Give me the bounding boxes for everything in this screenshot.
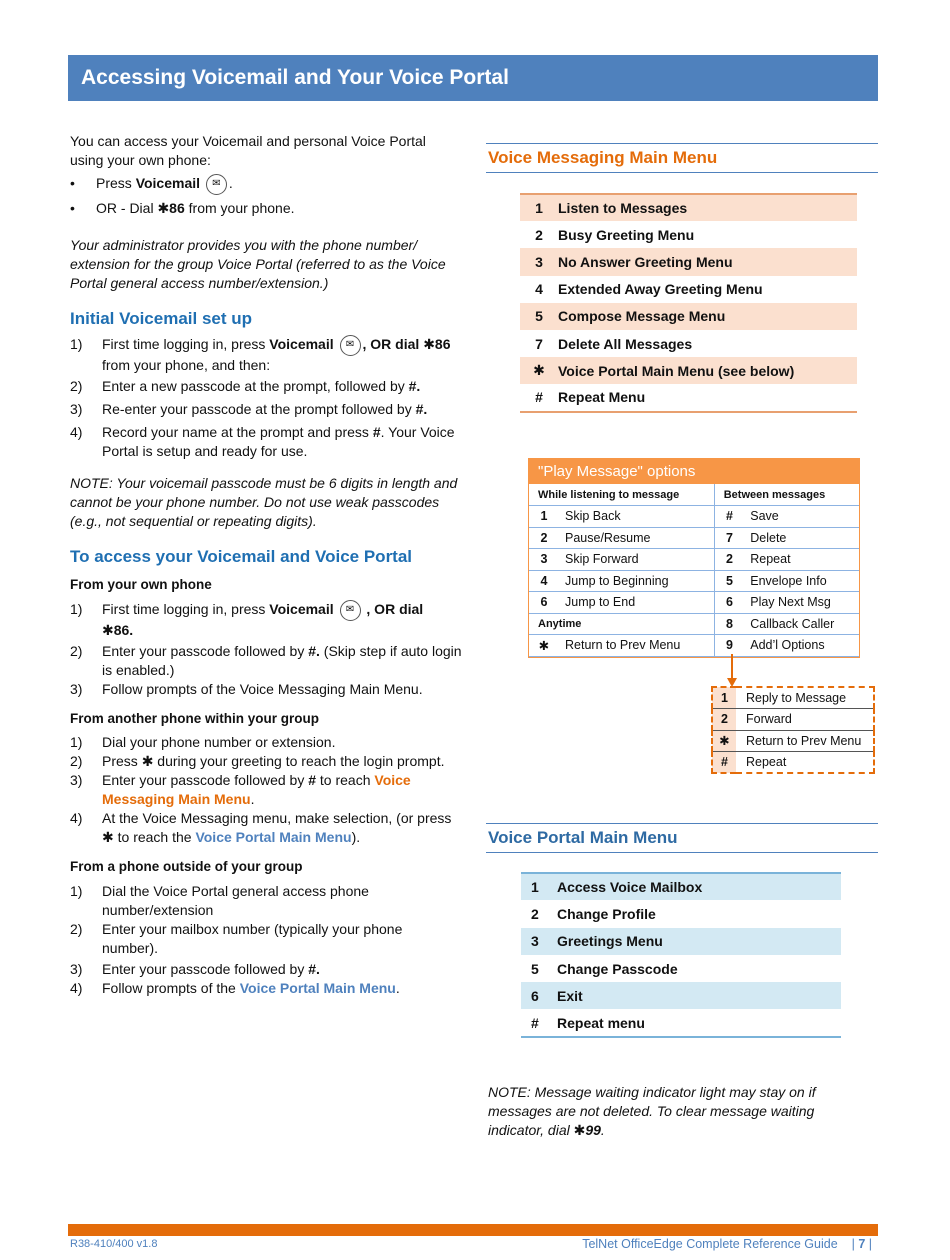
play-key: 6	[714, 592, 744, 614]
own-step-2	[70, 642, 462, 680]
addl-options-table	[711, 686, 875, 774]
passcode-note: NOTE: Your voicemail passcode must be 6 digits in length and cannot be your phone number. Do not use weak passcodes (e.g., not sequential or repeating digits).	[70, 475, 458, 529]
play-key: 2	[714, 549, 744, 571]
voicemail-icon: ✉	[206, 174, 227, 195]
dial-code: #.	[308, 961, 320, 977]
step-number: 3)	[70, 401, 83, 417]
step-number: 2)	[70, 921, 83, 937]
group-phone-heading: From another phone within your group	[70, 711, 319, 726]
dial-code: #.	[308, 643, 320, 659]
table-row	[521, 982, 841, 1009]
step-text: Re-enter your passcode at the prompt followed by	[102, 401, 416, 417]
menu-key: 4	[535, 281, 543, 298]
step-text: Press	[102, 753, 142, 769]
table-row	[520, 276, 857, 303]
step-number: 2)	[70, 753, 83, 769]
table-row	[712, 709, 874, 731]
play-label: Return to Prev Menu	[559, 635, 714, 657]
addl-label: Return to Prev Menu	[736, 730, 874, 752]
table-row	[520, 384, 857, 411]
step-text: from your phone, and then:	[102, 357, 271, 373]
play-key: 8	[714, 613, 744, 635]
addl-label: Forward	[736, 709, 874, 731]
step-number: 3)	[70, 961, 83, 977]
play-key: 2	[529, 527, 559, 549]
play-label: Skip Back	[559, 506, 714, 528]
dial-code: ✱	[102, 829, 114, 845]
menu-label: Listen to Messages	[558, 194, 857, 221]
bullet-text: from your phone.	[184, 200, 295, 216]
dial-code: ✱86.	[102, 622, 134, 638]
menu-key: 6	[521, 982, 557, 1009]
play-key: #	[714, 506, 744, 528]
play-key: 1	[529, 506, 559, 528]
vp-menu-link[interactable]: Voice Portal Main Menu	[195, 829, 352, 845]
play-key: 5	[714, 570, 744, 592]
step-text: (Skip step if auto login is enabled.)	[102, 643, 462, 678]
menu-label: Repeat Menu	[558, 389, 646, 406]
table-row	[521, 928, 841, 955]
table-row	[520, 330, 857, 357]
table-row	[521, 1009, 841, 1036]
step-text: . Your Voice Portal is setup and ready for use.	[102, 424, 455, 459]
page-title: Accessing Voicemail and Your Voice Portal	[81, 66, 509, 89]
vm-menu-table	[520, 193, 857, 413]
note-text: .	[600, 1122, 605, 1138]
group-step-1	[70, 733, 462, 752]
dial-code: #.	[415, 401, 428, 417]
step-text: Record your name at the prompt and press	[102, 424, 373, 440]
footer-guide-title: TelNet OfficeEdge Complete Reference Guide	[582, 1237, 838, 1251]
addl-key: 2	[712, 709, 736, 731]
play-key: ✱	[529, 635, 559, 657]
title-banner	[68, 55, 878, 101]
step-number: 1)	[70, 601, 83, 617]
menu-key: 5	[520, 303, 558, 330]
play-label: Callback Caller	[744, 613, 859, 635]
step-number: 1)	[70, 336, 83, 352]
addl-key: 1	[712, 687, 736, 709]
access-heading: To access your Voicemail and Voice Portal	[70, 547, 413, 566]
own-step-3	[70, 680, 462, 699]
table-row	[712, 687, 874, 709]
step-number: 2)	[70, 378, 83, 394]
bullet-bold: Voicemail	[135, 175, 201, 192]
bullet-text: Press	[96, 175, 136, 192]
step-bold: Voicemail	[269, 336, 334, 353]
initial-heading: Initial Voicemail set up	[70, 309, 253, 328]
menu-key: 5	[531, 960, 539, 977]
play-label: Skip Forward	[559, 549, 714, 571]
step-text: Enter a new passcode at the prompt, followed by	[102, 378, 409, 394]
group-step-4	[70, 809, 462, 847]
table-row	[520, 303, 857, 330]
table-row	[521, 873, 841, 900]
dial-code: ✱	[141, 753, 154, 769]
menu-key: #	[535, 389, 543, 406]
step-number: 4)	[70, 980, 83, 996]
table-row	[520, 221, 857, 248]
menu-label: Extended Away Greeting Menu	[558, 281, 763, 298]
play-key: 6	[529, 592, 559, 614]
table-row	[529, 549, 859, 571]
menu-key: 3	[520, 248, 558, 275]
vm-menu-heading: Voice Messaging Main Menu	[486, 143, 878, 173]
play-label: Jump to Beginning	[559, 570, 714, 592]
menu-label: No Answer Greeting Menu	[558, 248, 857, 275]
table-row	[520, 194, 857, 221]
vm-menu-link[interactable]: Voice Messaging Main Menu	[102, 772, 411, 807]
menu-label: Greetings Menu	[557, 928, 841, 955]
menu-key: ✱	[520, 357, 558, 384]
table-row	[529, 527, 859, 549]
table-row	[529, 635, 859, 657]
table-row	[529, 613, 859, 635]
play-label: Pause/Resume	[559, 527, 714, 549]
footer-sep: |	[868, 1237, 872, 1251]
footer-version: R38-410/400 v1.8	[70, 1238, 158, 1250]
play-options-table	[529, 484, 859, 657]
note-text: NOTE: Message waiting indicator light may stay on if messages are not deleted. To clear message waiting indicator, dial	[488, 1084, 816, 1138]
menu-label: Change Passcode	[557, 960, 678, 977]
play-key: 7	[714, 527, 744, 549]
menu-label: Delete All Messages	[558, 335, 693, 352]
step-text: during your greeting to reach the login prompt.	[153, 753, 445, 769]
play-key: 9	[714, 635, 744, 657]
menu-key: 7	[535, 335, 543, 352]
dial-code: ✱86	[157, 200, 185, 216]
step-number: 3)	[70, 772, 83, 788]
table-row	[521, 955, 841, 982]
group-step-3	[70, 771, 462, 809]
play-options-box	[528, 458, 860, 658]
menu-key: 1	[520, 194, 558, 221]
voicemail-icon: ✉	[340, 600, 361, 621]
step-bold: Voicemail	[269, 601, 334, 618]
play-options-title: "Play Message" options	[529, 459, 859, 484]
outside-step-3	[70, 960, 462, 979]
vp-menu-link[interactable]: Voice Portal Main Menu	[239, 980, 396, 996]
table-row	[529, 570, 859, 592]
table-row	[712, 752, 874, 774]
step-text: Enter your passcode followed by	[102, 643, 309, 659]
menu-label: Change Profile	[557, 905, 656, 922]
play-label: Jump to End	[559, 592, 714, 614]
bullet-dial	[70, 199, 462, 218]
play-label: Save	[744, 506, 859, 528]
play-label: Add’l Options	[744, 635, 859, 657]
bullet-voicemail	[70, 174, 462, 195]
step-text: At the Voice Messaging menu, make selection, (or press	[102, 810, 452, 826]
outside-phone-heading: From a phone outside of your group	[70, 859, 303, 874]
table-row	[529, 592, 859, 614]
outside-step-2	[70, 920, 462, 958]
dial-code: #	[372, 424, 381, 440]
footer-bar	[68, 1224, 878, 1236]
menu-key: 2	[535, 226, 543, 243]
outside-step-4	[70, 979, 462, 998]
dial-code: ✱86	[423, 336, 451, 353]
play-right-header: Between messages	[714, 484, 859, 506]
step-text: , OR dial	[362, 336, 424, 353]
step-text: Enter your mailbox number (typically your phone number).	[102, 921, 403, 956]
table-row	[529, 484, 859, 506]
step-text: .	[250, 791, 255, 807]
step-number: 1)	[70, 734, 83, 750]
play-key: 4	[529, 570, 559, 592]
step-number: 4)	[70, 424, 83, 440]
table-row	[520, 357, 857, 384]
left-column	[70, 132, 462, 998]
step-text: First time logging in, press	[102, 336, 270, 353]
play-label: Repeat	[744, 549, 859, 571]
menu-key: 2	[531, 905, 539, 922]
menu-label: Exit	[557, 982, 841, 1009]
step-text: .	[395, 980, 400, 996]
addl-key: ✱	[712, 730, 736, 752]
own-step-1	[70, 600, 462, 640]
page-number: 7	[858, 1237, 866, 1251]
voicemail-icon: ✉	[340, 335, 361, 356]
menu-label: Access Voice Mailbox	[557, 873, 841, 900]
menu-label: Busy Greeting Menu	[558, 226, 695, 243]
arrow-down-icon	[725, 654, 739, 688]
outside-step-1	[70, 882, 462, 920]
initial-step-3	[70, 400, 462, 419]
vp-menu-table	[521, 872, 841, 1038]
menu-key: 3	[521, 928, 557, 955]
menu-key: #	[531, 1014, 539, 1031]
step-text: to reach	[316, 772, 375, 788]
step-number: 3)	[70, 681, 83, 697]
vp-menu-heading: Voice Portal Main Menu	[486, 823, 878, 853]
play-label: Envelope Info	[744, 570, 859, 592]
addl-key: #	[712, 752, 736, 774]
step-text: Dial your phone number or extension.	[102, 734, 336, 750]
addl-label: Repeat	[736, 752, 874, 774]
play-left-header: While listening to message	[529, 484, 714, 506]
dial-code: ✱99	[573, 1122, 601, 1138]
step-number: 4)	[70, 810, 83, 826]
step-text: Follow prompts of the Voice Messaging Main Menu.	[102, 681, 423, 697]
addl-label: Reply to Message	[736, 687, 874, 709]
initial-step-1	[70, 335, 462, 375]
step-text: to reach the	[113, 829, 196, 845]
footer-guide	[582, 1237, 872, 1251]
bullet-text: .	[228, 175, 233, 192]
menu-label: Repeat menu	[557, 1014, 645, 1031]
step-text: First time logging in, press	[102, 601, 270, 618]
admin-note: Your administrator provides you with the phone number/ extension for the group Voice Portal (referred to as the Voice Portal general access number/extension.)	[70, 237, 446, 291]
table-row	[520, 248, 857, 275]
own-phone-heading: From your own phone	[70, 577, 212, 592]
table-row	[521, 900, 841, 927]
initial-step-2	[70, 377, 462, 396]
step-text: Enter your passcode followed by	[102, 961, 309, 977]
initial-step-4	[70, 423, 462, 461]
play-label: Delete	[744, 527, 859, 549]
menu-key: 1	[521, 873, 557, 900]
table-row	[712, 730, 874, 752]
step-text: Enter your passcode followed by	[102, 772, 309, 788]
step-text: , OR dial	[366, 601, 424, 618]
play-label: Play Next Msg	[744, 592, 859, 614]
footer-sep: |	[851, 1237, 855, 1251]
anytime-label: Anytime	[529, 613, 714, 635]
menu-label: Compose Message Menu	[558, 303, 857, 330]
mwi-note	[488, 1083, 848, 1140]
table-row	[529, 506, 859, 528]
dial-code: #.	[408, 378, 421, 394]
step-text: Dial the Voice Portal general access phone number/extension	[102, 883, 369, 918]
step-text: ).	[351, 829, 361, 845]
play-key: 3	[529, 549, 559, 571]
bullet-text: OR - Dial	[96, 200, 158, 216]
step-number: 2)	[70, 643, 83, 659]
step-text: Follow prompts of the	[102, 980, 240, 996]
intro-text: You can access your Voicemail and personal Voice Portal using your own phone:	[70, 133, 426, 168]
dial-code: #	[308, 772, 317, 788]
step-number: 1)	[70, 883, 83, 899]
menu-label: Voice Portal Main Menu (see below)	[558, 357, 857, 384]
group-step-2	[70, 752, 462, 771]
